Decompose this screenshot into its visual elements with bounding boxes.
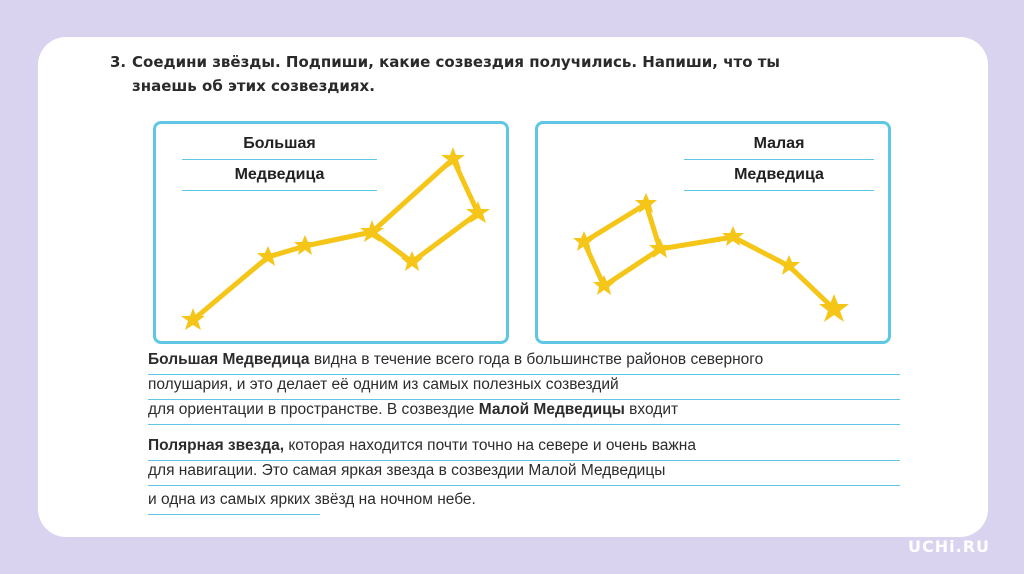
answer-line-4: Полярная звезда, которая находится почти точно на севере и очень важна: [148, 436, 900, 461]
little-dipper-panel: [535, 121, 891, 344]
little-dipper-term: Малой Медведицы: [478, 401, 625, 418]
little-dipper-label: [684, 129, 874, 191]
little-dipper-label-line2: Медведица: [684, 160, 874, 191]
answer-line-5: для навигации. Это самая яркая звезда в созвездии Малой Медведицы: [148, 461, 900, 486]
answer-line-1: Большая Медведица видна в течение всего года в большинстве районов северного: [148, 350, 900, 375]
answer-line-6: и одна из самых ярких звёзд на ночном небе.: [148, 490, 320, 515]
task-number: 3.: [110, 53, 127, 71]
little-dipper-stars: [573, 193, 849, 322]
task-text-line1: Соедини звёзды. Подпиши, какие созвездия получились. Напиши, что ты: [132, 53, 780, 71]
answer-line-3: для ориентации в пространстве. В созвездие Малой Медведицы входит: [148, 400, 900, 425]
site-watermark: UCHi.RU: [908, 537, 990, 556]
big-dipper-term: Большая Медведица: [148, 351, 310, 368]
big-dipper-panel: [153, 121, 509, 344]
big-dipper-label-line1: Большая: [182, 129, 377, 160]
big-dipper-label-line2: Медведица: [182, 160, 377, 191]
big-dipper-label: [182, 129, 377, 191]
task-heading: [110, 50, 870, 98]
answer-line-2: полушария, и это делает её одним из самых полезных созвездий: [148, 375, 900, 400]
polaris-term: Полярная звезда,: [148, 437, 285, 454]
little-dipper-label-line1: Малая: [684, 129, 874, 160]
task-text-line2: знаешь об этих созвездиях.: [132, 77, 375, 95]
